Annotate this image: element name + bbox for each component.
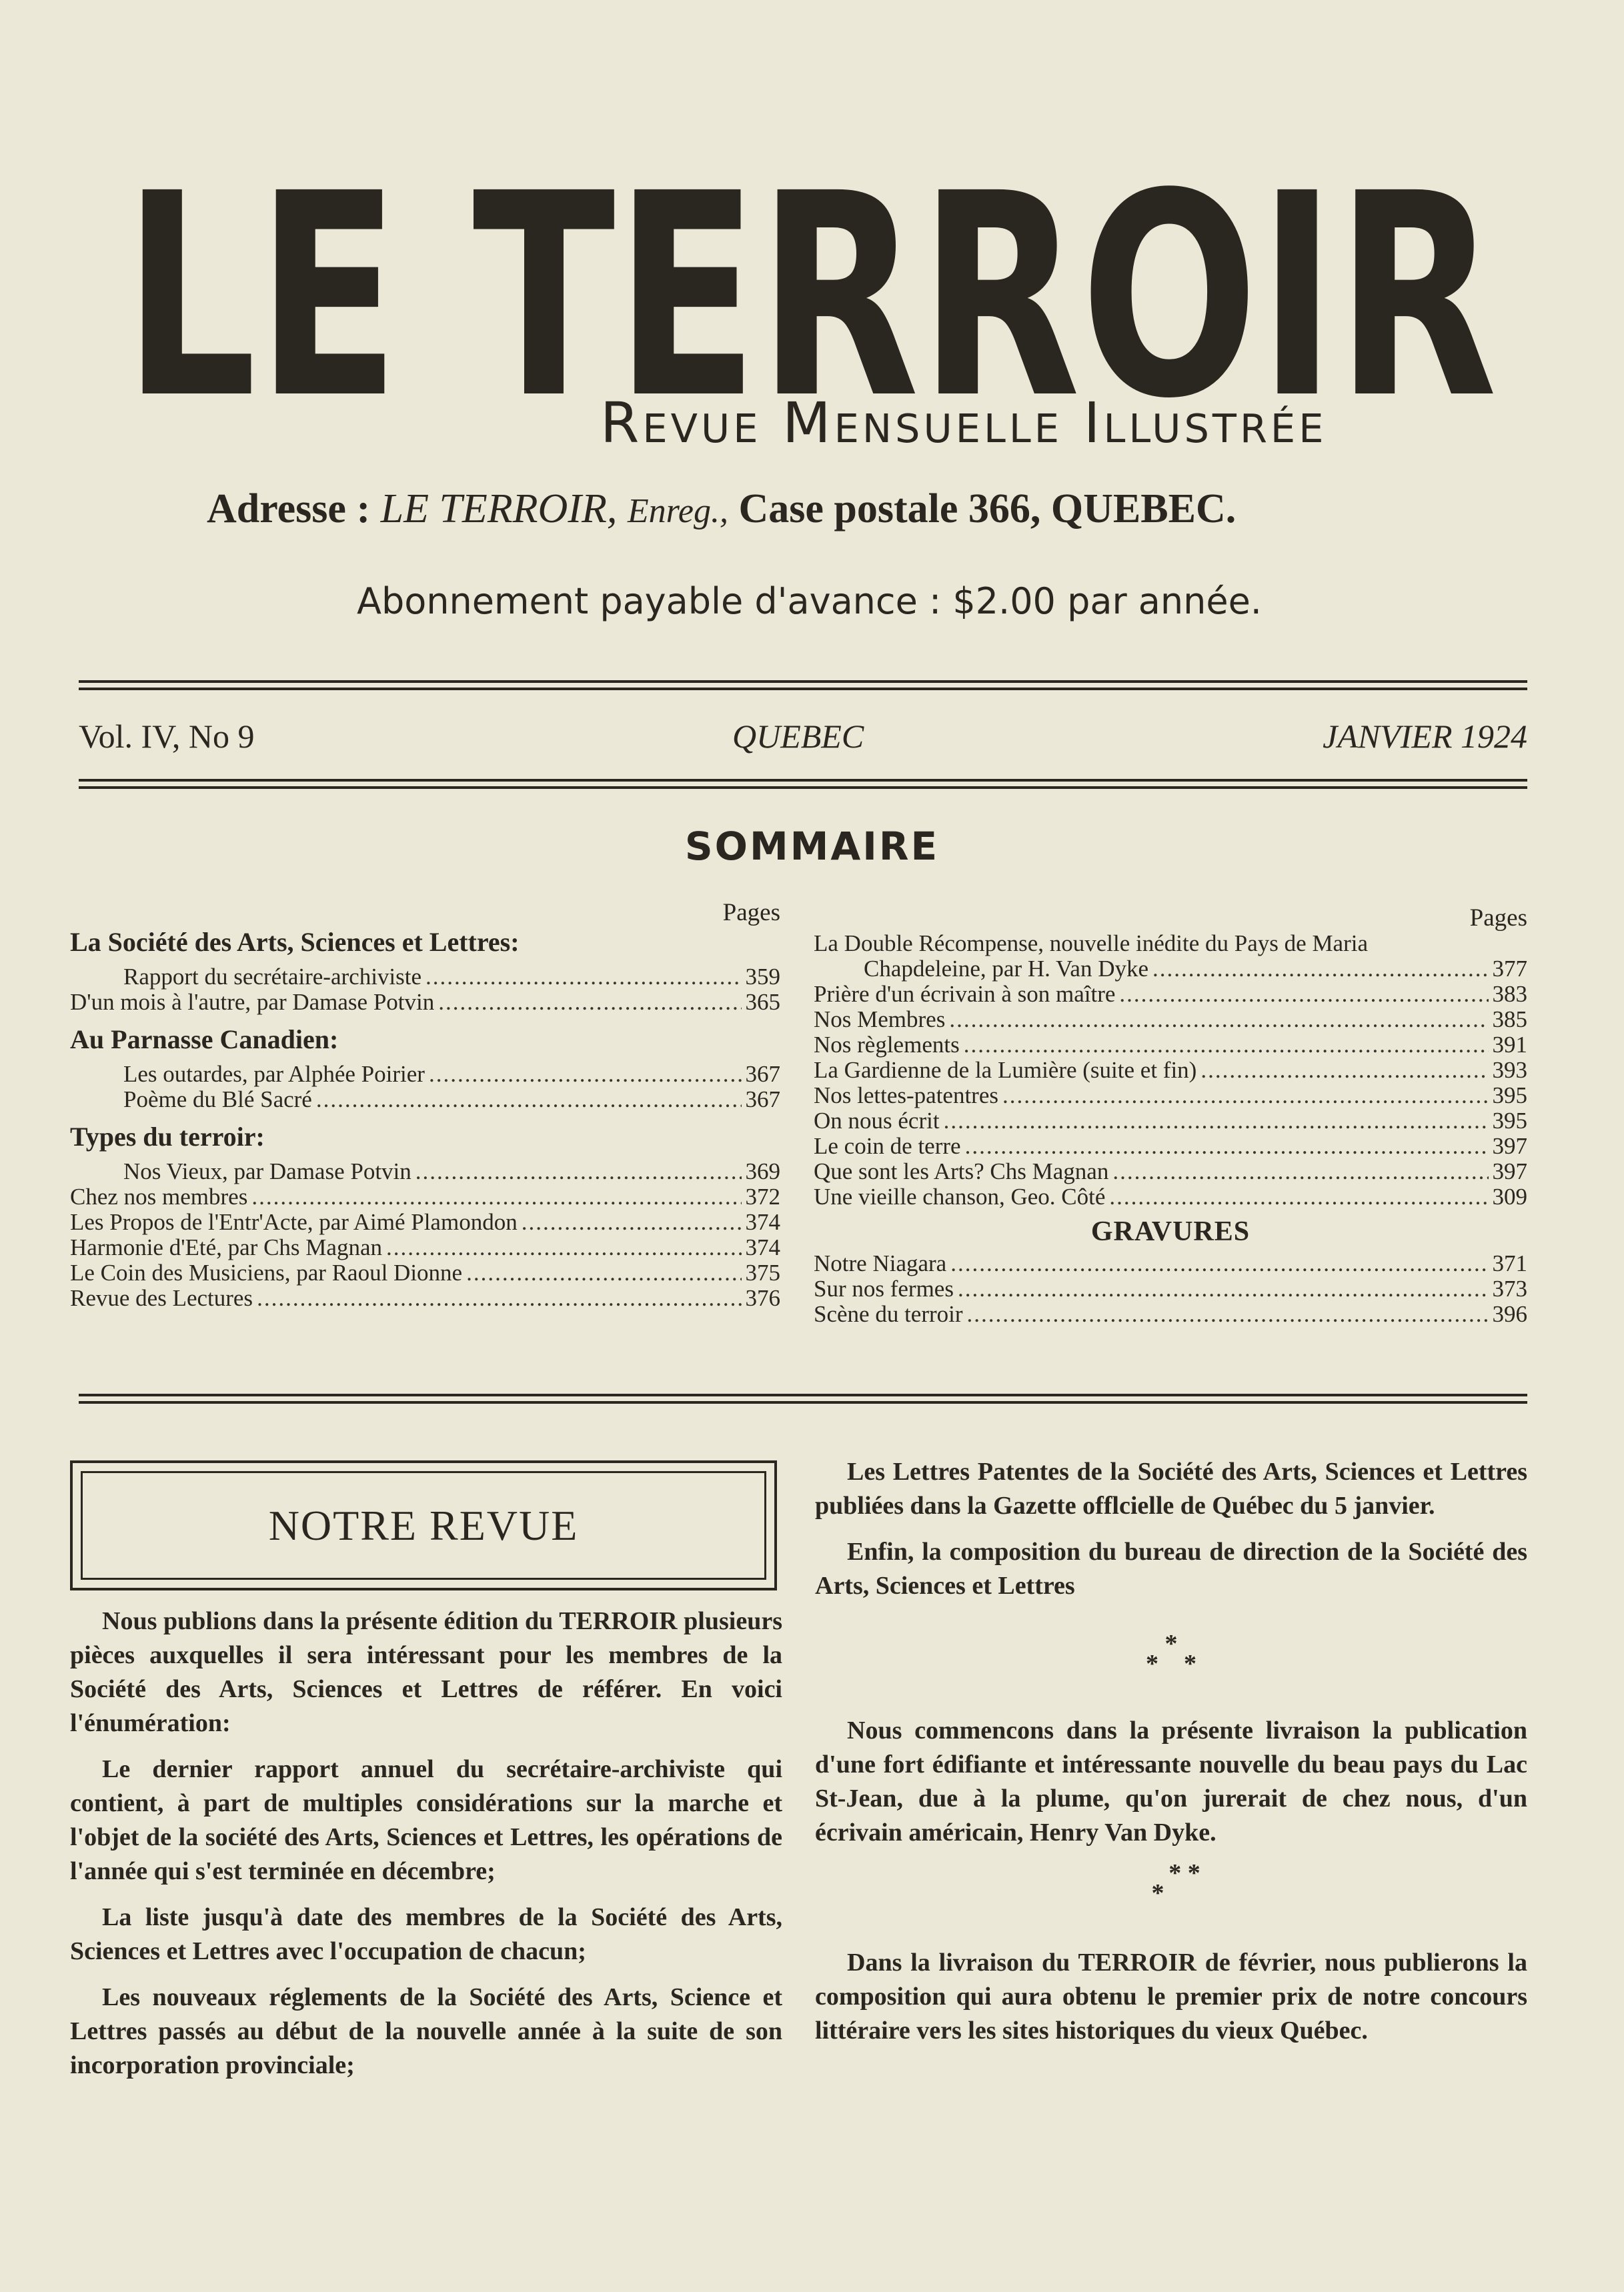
toc-left-body	[70, 927, 780, 1311]
toc-leader-dots	[1119, 982, 1488, 1007]
toc-section-title: Types du terroir:	[70, 1122, 265, 1152]
toc-section-title: Au Parnasse Canadien:	[70, 1024, 339, 1054]
toc-entry-text: Nos lettes-patentres	[814, 1082, 998, 1108]
article-paragraph: Nous publions dans la présente édition du TERROIR plusieurs pièces auxquelles il sera intéressant pour les membres de la Société des Arts, Sciences et Lettres de référer. En voici l'énumération:	[70, 1607, 782, 1737]
toc-leader-dots	[958, 1276, 1489, 1302]
masthead-title-text: LE TERROIR	[123, 137, 1497, 450]
issue-date: JANVIER 1924	[1323, 718, 1527, 755]
toc-right-body	[814, 982, 1527, 1210]
toc-entry-page: 397	[1492, 1133, 1527, 1159]
toc-section-title: La Société des Arts, Sciences et Lettres:	[70, 927, 520, 957]
toc-entry-page: 377	[1492, 956, 1527, 982]
toc-entry-page: 372	[745, 1184, 780, 1210]
stars-divider-1: * * *	[1146, 1630, 1196, 1678]
article-paragraph: Nous commencons dans la présente livraison la publication d'une fort édifiante et intéressante nouvelle du beau pays du Lac St-Jean, due à la plume, qu'on jurerait de chez nous, d'un écrivain américain, Henry Van Dyke.	[815, 1716, 1527, 1847]
toc-entry	[814, 1134, 1527, 1159]
toc-entry-text: Revue des Lectures	[70, 1285, 253, 1311]
toc-entry-text: Chapdeleine, par H. Van Dyke	[864, 956, 1149, 982]
toc-leader-dots	[426, 964, 741, 990]
toc-entry	[70, 1260, 780, 1286]
toc-leader-dots	[965, 1134, 1489, 1159]
toc-pages-label-right: Pages	[1469, 904, 1527, 932]
address-enreg: Enreg.,	[627, 492, 728, 530]
toc-entry-first	[814, 931, 1527, 982]
toc-entry-text: Sur nos fermes	[814, 1276, 954, 1302]
toc-leader-dots	[466, 1260, 741, 1286]
toc-entry-text: Nos Membres	[814, 1006, 946, 1032]
toc-entry-page: 393	[1492, 1057, 1527, 1083]
article-paragraph: Les Lettres Patentes de la Société des Arts, Sciences et Lettres publiées dans la Gazette offlcielle de Québec du 5 janvier.	[815, 1458, 1527, 1520]
toc-entry-page: 395	[1492, 1108, 1527, 1134]
toc-entry-text: La Gardienne de la Lumière (suite et fin)	[814, 1057, 1197, 1083]
toc-entry-text: Prière d'un écrivain à son maître	[814, 981, 1116, 1007]
article-right-part-2	[815, 1714, 1527, 1850]
toc-left-column	[70, 900, 780, 1311]
rule-bottom	[79, 1394, 1527, 1404]
issue-city: QUEBEC	[732, 718, 864, 755]
toc-entry-page: 367	[745, 1086, 780, 1112]
toc-entry-page: 395	[1492, 1082, 1527, 1108]
toc-entry-page: 309	[1492, 1184, 1527, 1210]
toc-entry	[70, 1087, 780, 1112]
article-paragraph: Dans la livraison du TERROIR de février, nous publierons la composition qui aura obtenu le premier prix de notre concours littéraire vers les sites historiques du vieux Québec.	[815, 1949, 1527, 2045]
toc-entry-page: 373	[1492, 1276, 1527, 1302]
gravures-heading: GRAVURES	[1090, 1216, 1251, 1247]
toc-entry	[70, 990, 780, 1015]
toc-entry	[70, 1159, 780, 1184]
toc-entry-text: D'un mois à l'autre, par Damase Potvin	[70, 989, 435, 1015]
toc-entry	[814, 1251, 1527, 1276]
stars-divider-2: * * *	[1151, 1859, 1200, 1907]
toc-entry-text: Harmonie d'Eté, par Chs Magnan	[70, 1234, 382, 1260]
toc-leader-dots	[1109, 1184, 1488, 1210]
article-right-column	[815, 1455, 1527, 2060]
toc-entry-text: Rapport du secrétaire-archiviste	[123, 964, 422, 990]
toc-leader-dots	[967, 1302, 1489, 1327]
toc-entry	[814, 1302, 1527, 1327]
toc-entry-text: Le Coin des Musiciens, par Raoul Dionne	[70, 1260, 463, 1286]
toc-entry-page: 397	[1492, 1158, 1527, 1184]
toc-leader-dots	[316, 1087, 742, 1112]
toc-entry	[814, 1058, 1527, 1083]
article-paragraph: Enfin, la composition du bureau de direction de la Société des Arts, Sciences et Lettres	[815, 1538, 1527, 1600]
toc-entry-page: 385	[1492, 1006, 1527, 1032]
toc-entry-text: Notre Niagara	[814, 1250, 947, 1276]
toc-entry	[814, 1159, 1527, 1184]
article-paragraph: La liste jusqu'à date des membres de la Société des Arts, Sciences et Lettres avec l'occupation de chacun;	[70, 1903, 782, 1965]
toc-entry-text: Que sont les Arts? Chs Magnan	[814, 1158, 1109, 1184]
toc-entry-text: Le coin de terre	[814, 1133, 961, 1159]
toc-entry-text: Nos Vieux, par Damase Potvin	[123, 1158, 412, 1184]
toc-entry-text: Scène du terroir	[814, 1301, 963, 1327]
toc-entry	[70, 1210, 780, 1235]
address-rest: Case postale 366, QUEBEC.	[738, 486, 1237, 531]
toc-entry-text: Poème du Blé Sacré	[123, 1086, 312, 1112]
toc-leader-dots	[1200, 1058, 1488, 1083]
toc-entry-text: Les Propos de l'Entr'Acte, par Aimé Plamondon	[70, 1209, 518, 1235]
notre-revue-box	[70, 1460, 777, 1590]
toc-entry-page: 391	[1492, 1032, 1527, 1058]
toc-entry-page: 374	[745, 1234, 780, 1260]
toc-entry	[70, 964, 780, 990]
rule-top	[79, 680, 1527, 690]
toc-entry-page: 367	[745, 1061, 780, 1087]
toc-entry	[814, 1108, 1527, 1134]
toc-entry-page: 396	[1492, 1301, 1527, 1327]
toc-leader-dots	[949, 1007, 1488, 1032]
toc-entry	[814, 1007, 1527, 1032]
toc-leader-dots	[522, 1210, 742, 1235]
toc-entry-text: La Double Récompense, nouvelle inédite du Pays de Maria	[814, 930, 1369, 956]
toc-entry-text: On nous écrit	[814, 1108, 940, 1134]
toc-leader-dots	[950, 1251, 1488, 1276]
toc-leader-dots	[257, 1286, 741, 1311]
toc-pages-label: Pages	[722, 899, 780, 926]
toc-entry	[814, 1276, 1527, 1302]
issue-volume: Vol. IV, No 9	[79, 718, 255, 755]
subscription-line: Abonnement payable d'avance : $2.00 par année.	[357, 580, 1262, 622]
toc-entry-page: 374	[745, 1209, 780, 1235]
toc-entry-page: 371	[1492, 1250, 1527, 1276]
gravures-list	[814, 1251, 1527, 1327]
toc-entry-text: Chez nos membres	[70, 1184, 248, 1210]
toc-leader-dots	[251, 1184, 741, 1210]
article-paragraph: Les nouveaux réglements de la Société des Arts, Science et Lettres passés au début de la nouvelle année à la suite de son incorporation provinciale;	[70, 1983, 782, 2079]
toc-leader-dots	[429, 1062, 742, 1087]
rule-mid	[79, 779, 1527, 789]
masthead-subtitle: Revue Mensuelle Illustrée	[600, 390, 1327, 455]
article-paragraph: Le dernier rapport annuel du secrétaire-archiviste qui contient, à part de multiples considérations sur la marche et l'objet de la société des Arts, Sciences et Lettres, les opérations de l'année qui s'est terminée en décembre;	[70, 1755, 782, 1885]
toc-leader-dots	[944, 1108, 1489, 1134]
toc-right-column	[814, 906, 1527, 1327]
toc-leader-dots	[1112, 1159, 1488, 1184]
toc-entry	[814, 982, 1527, 1007]
toc-entry-page: 365	[745, 989, 780, 1015]
toc-entry	[70, 1286, 780, 1311]
toc-entry-page: 376	[745, 1285, 780, 1311]
toc-entry	[70, 1062, 780, 1087]
address-label: Adresse :	[207, 486, 371, 531]
issue-line	[79, 717, 1527, 757]
toc-leader-dots	[416, 1159, 742, 1184]
toc-entry-text: Nos règlements	[814, 1032, 960, 1058]
toc-entry-text: Les outardes, par Alphée Poirier	[123, 1061, 425, 1087]
toc-entry-page: 375	[745, 1260, 780, 1286]
toc-entry	[70, 1235, 780, 1260]
article-right-part-3	[815, 1946, 1527, 2048]
sommaire-heading: SOMMAIRE	[684, 824, 940, 869]
toc-entry	[70, 1184, 780, 1210]
toc-entry-text: Une vieille chanson, Geo. Côté	[814, 1184, 1106, 1210]
toc-entry	[814, 1184, 1527, 1210]
toc-leader-dots	[438, 990, 741, 1015]
toc-leader-dots	[1002, 1083, 1489, 1108]
toc-leader-dots	[386, 1235, 742, 1260]
article-right-part-1	[815, 1455, 1527, 1603]
address-name: LE TERROIR,	[380, 486, 618, 531]
toc-entry	[814, 1032, 1527, 1058]
toc-entry-page: 359	[745, 964, 780, 990]
toc-entry-page: 369	[745, 1158, 780, 1184]
notre-revue-heading: NOTRE REVUE	[81, 1471, 766, 1580]
article-left-column	[70, 1604, 782, 2095]
toc-entry	[814, 1083, 1527, 1108]
toc-leader-dots	[964, 1032, 1489, 1058]
toc-entry-page: 383	[1492, 981, 1527, 1007]
address-line	[207, 485, 1474, 533]
